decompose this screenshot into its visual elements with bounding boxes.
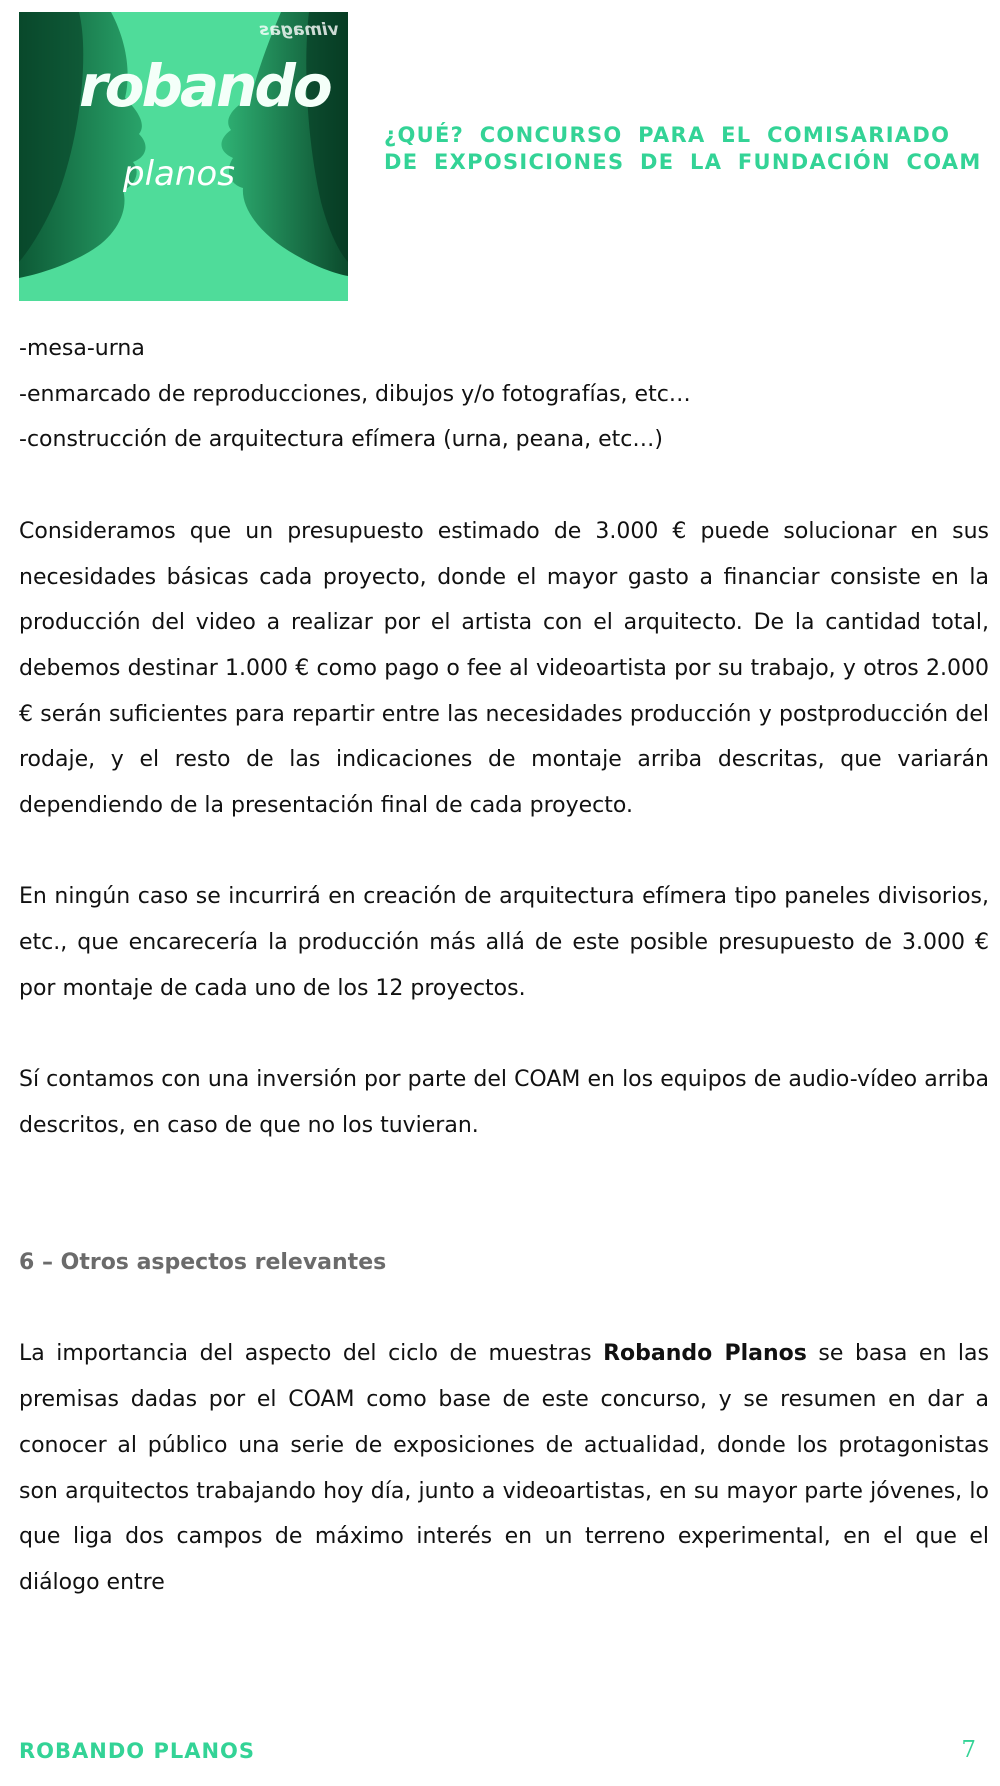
robando-planos-bold: Robando Planos [603, 1341, 807, 1367]
header-title-line-1: ¿QUÉ? CONCURSO PARA EL COMISARIADO [384, 123, 951, 147]
robando-planos-logo [19, 12, 348, 301]
list-item: -construcción de arquitectura efímera (urna, peana, etc…) [19, 427, 663, 453]
footer-title: ROBANDO PLANOS [19, 1739, 256, 1763]
budget-paragraph: Consideramos que un presupuesto estimado de 3.000 € puede solucionar en sus necesidades básicas cada proyecto, donde el mayor gasto a financiar consiste en la producción del video a realizar por el artista con el arquitecto. De la cantidad total, debemos destinar 1.000 € como pago o fee al videoartista por su trabajo, y otros 2.000 € serán suficientes para repartir entre las necesidades producción y postproducción del rodaje, y el resto de las indicaciones de montaje arriba descritas, que variarán dependiendo de la presentación final de cada proyecto. [19, 518, 989, 819]
list-item: -enmarcado de reproducciones, dibujos y/o fotografías, etc… [19, 381, 691, 407]
logo-word-robando: robando [79, 52, 330, 120]
page-header-title [384, 122, 982, 176]
document-body [19, 326, 989, 1606]
header-title-line-2: DE EXPOSICIONES DE LA FUNDACIÓN COAM [384, 150, 982, 174]
section-intro-paragraph [19, 1331, 989, 1605]
section-intro-text: La importancia del aspecto del ciclo de muestras [19, 1341, 604, 1367]
section-intro-text-continued: se basa en las premisas dadas por el COAM como base de este concurso, y se resumen en dar a conocer al público una serie de exposiciones de actualidad, donde los protagonistas son arquitectos trabajando hoy día, junto a videoartistas, en su mayor parte jóvenes, lo que liga dos campos de máximo interés en un terreno experimental, en el que el diálogo entre [19, 1341, 989, 1595]
page-number: 7 [961, 1737, 976, 1763]
list-item: -mesa-urna [19, 336, 145, 361]
investment-paragraph: Sí contamos con una inversión por parte del COAM en los equipos de audio-vídeo arriba descritos, en caso de que no los tuvieran. [19, 1067, 989, 1138]
section-heading: 6 – Otros aspectos relevantes [19, 1250, 387, 1275]
no-ephemeral-paragraph: En ningún caso se incurrirá en creación de arquitectura efímera tipo paneles divisorios, etc., que encarecería la producción más allá de este posible presupuesto de 3.000 € por montaje de cada uno de los 12 proyectos. [19, 884, 989, 1001]
logo-word-planos: planos [123, 154, 235, 194]
logo-mirrored-text: vimagas [259, 20, 339, 40]
